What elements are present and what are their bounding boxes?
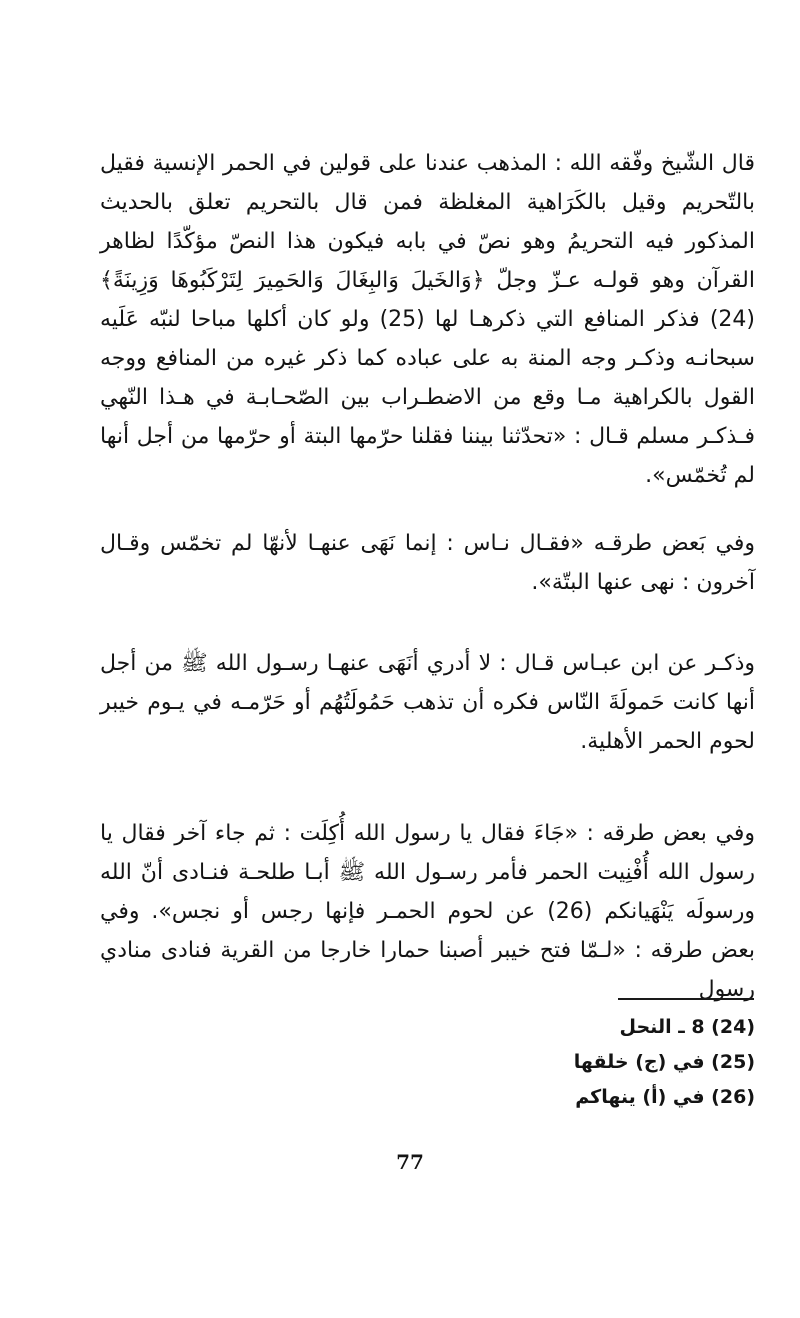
- footnote-24: (24) 8 ـ النحل: [619, 1016, 755, 1038]
- paragraph-3: وذكـر عن ابن عبـاس قـال : لا أدري أنَهَى عنهـا رسـول الله ﷺ من أجل أنها كانت حَمولَةَ النّاس فكره أن تذهب حَمُولَتُهُم أو حَرّمـه في يـوم خيبر لحوم الحمر الأهلية.: [100, 651, 755, 754]
- footnote-26: (26) في (أ) ينهاكم: [575, 1086, 755, 1108]
- page-number: 77: [396, 1150, 424, 1174]
- paragraph-1: قال الشّيخ وفّقه الله : المذهب عندنا على قولين في الحمر الإنسية فقيل بالتّحريم وقيل بالكَرَاهية المغلظة فمن قال بالتحريم تعلق بالحديث المذكور فيه التحريمُ وهو نصّ في بابه فيكون هذا النصّ مؤكّدًا لظاهر القرآن وهو قولـه عـزّ وجلّ ﴿وَالخَيلَ وَالبِغَالَ وَالحَمِيرَ لِتَرْكَبُوهَا وَزِينَةً﴾ (24) فذكر المنافع التي ذكرهـا لها (25) ولو كان أكلها مباحا لنبّه عَلَيه سبحانـه وذكـر وجه المنة به على عباده كما ذكر غيره من المنافع ووجه القول بالكراهية مـا وقع من الاضطـراب بين الصّحـابـة في هـذا النّهي فـذكـر مسلم قـال : «تحدّثنا بيننا فقلنا حرّمها البتة أو حرّمها من أجل أنها لم تُخمّس».: [100, 151, 756, 488]
- footnotes: [500, 1010, 755, 1115]
- footnote-25: (25) في (ج) خلقها: [573, 1051, 755, 1073]
- footnote-separator: [618, 998, 754, 1000]
- paragraph-2: وفي بَعض طرقـه «فقـال نـاس : إنما نَهَى عنهـا لأنهّا لم تخمّس وقـال آخرون : نهى عنها البتّة».: [100, 531, 755, 595]
- paragraph-4: وفي بعض طرقه : «جَاءَ فقال يا رسول الله أُكِلَت : ثم جاء آخر فقال يا رسول الله أُفْنِيت الحمر فأمر رسـول الله ﷺ أبـا طلحـة فنـادى أنّ الله ورسولَه يَنْهَيانكم (26) عن لحوم الحمـر فإنها رجس أو نجس». وفي بعض طرقه : «لـمّا فتح خيبر أصبنا حمارا خارجا من القرية فنادى منادي رسول: [100, 821, 755, 1002]
